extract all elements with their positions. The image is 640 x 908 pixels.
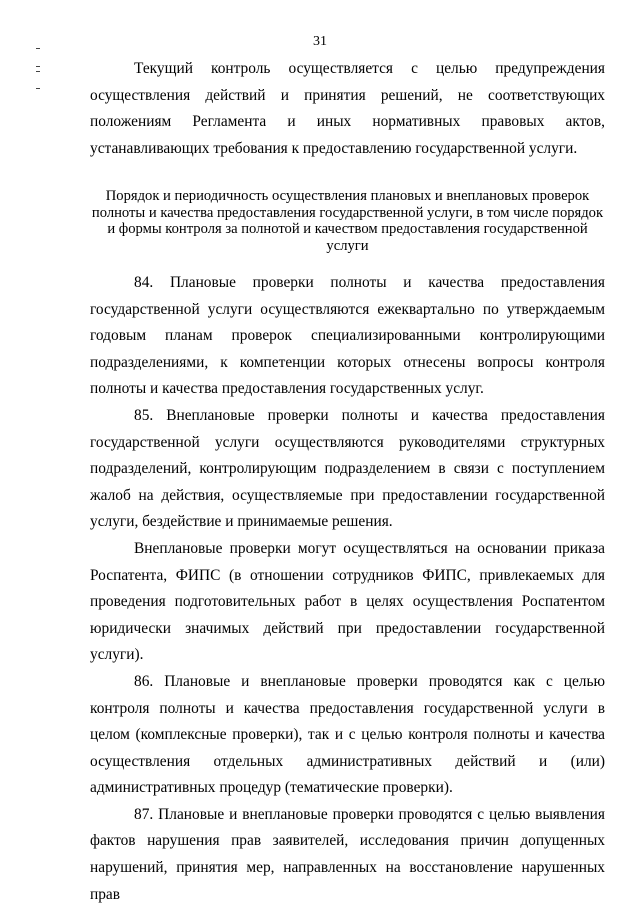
paragraph-85: 85. Внеплановые проверки полноты и качества предоставления государственной услуги осуществляются руководителями структурных подразделений, контролирующим подразделением в связи с поступлением жалоб на действия, осуществляемые при предоставлении государственной услуги, бездействие и принимаемые решения.	[90, 406, 605, 531]
margin-mark	[36, 71, 40, 72]
paragraph-85-continuation: Внеплановые проверки могут осуществляться на основании приказа Роспатента, ФИПС (в отношении сотрудников ФИПС, привлекаемых для проведения подготовительных работ в целях осуществления Роспатентом юридически значимых действий при предоставлении государственной услуги).	[90, 539, 605, 664]
margin-marks	[36, 40, 44, 100]
section-heading: Порядок и периодичность осуществления плановых и внеплановых проверок полноты и качества предоставления государственной услуги, в том числе порядок и формы контроля за полнотой и качеством предоставления государственной услуги	[91, 188, 604, 254]
margin-mark	[36, 48, 40, 49]
paragraph-84: 84. Плановые проверки полноты и качества предоставления государственной услуги осуществляются ежеквартально по утверждаемым годовым планам проверок специализированными контролирующими подразделениями, к компетенции которых отнесены вопросы контроля полноты и качества предоставления государственных услуг.	[90, 274, 605, 398]
intro-paragraph: Текущий контроль осуществляется с целью предупреждения осуществления действий и принятия решений, не соответствующих положениям Регламента и иных нормативных правовых актов, устанавливающих требования к предоставлению государственной услуги.	[90, 60, 605, 157]
paragraph-87: 87. Плановые и внеплановые проверки проводятся с целью выявления фактов нарушения прав заявителей, исследования причин допущенных нарушений, принятия мер, направленных на восстановление нарушенных прав	[90, 805, 605, 903]
margin-mark	[36, 66, 40, 67]
body-text	[90, 270, 605, 908]
paragraph-86: 86. Плановые и внеплановые проверки проводятся как с целью контроля полноты и качества предоставления государственной услуги в целом (комплексные проверки), так и с целью контроля полноты и качества осуществления отдельных административных действий и (или) административных процедур (тематические проверки).	[90, 672, 605, 797]
intro-block	[90, 56, 605, 162]
margin-mark	[36, 88, 40, 89]
page-number: 31	[313, 34, 327, 49]
